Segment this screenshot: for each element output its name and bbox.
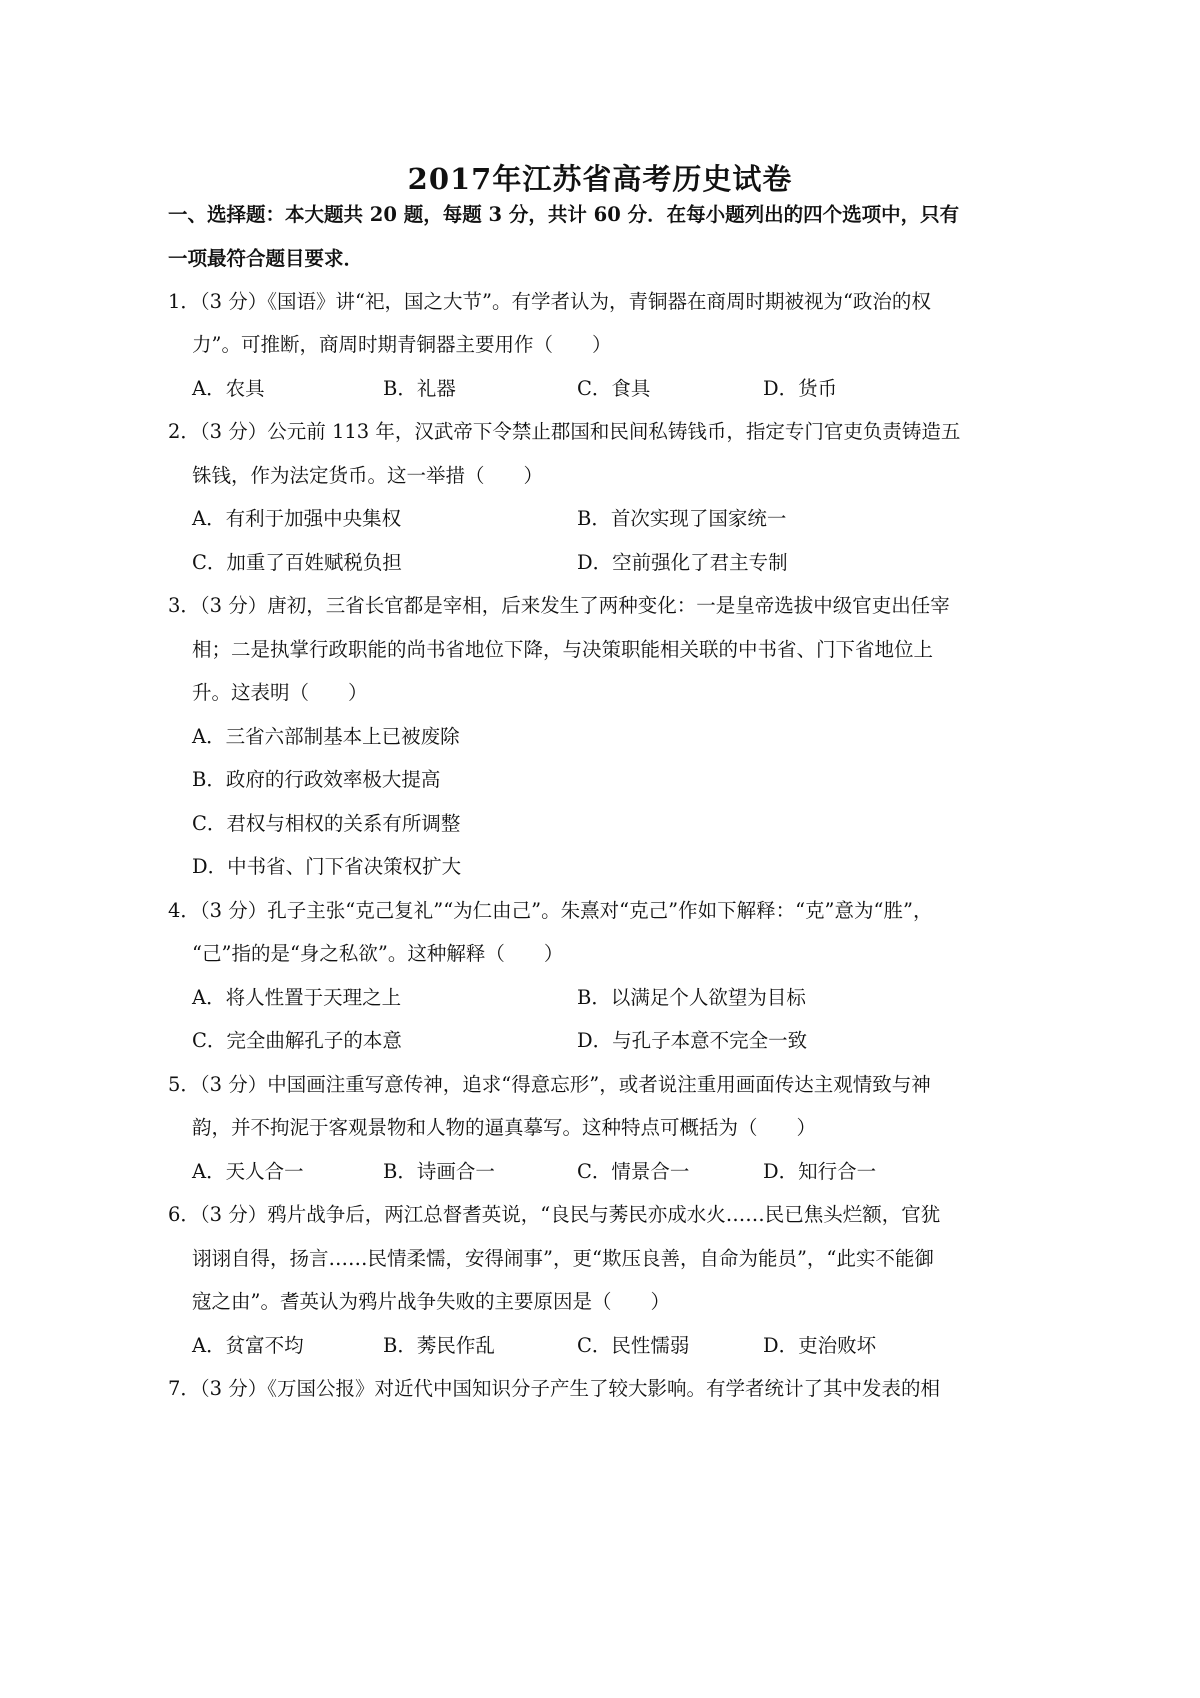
question-6-line-3: 寇之由”。耆英认为鸦片战争失败的主要原因是（ ）	[192, 1290, 670, 1313]
question-5-option-d: D．知行合一	[763, 1160, 877, 1183]
question-4-option-a: A．将人性置于天理之上	[192, 986, 402, 1009]
question-3-line-1: 3．（3 分）唐初，三省长官都是宰相，后来发生了两种变化：一是皇帝选拔中级官吏出任宰	[168, 594, 950, 617]
question-5-line-2: 韵，并不拘泥于客观景物和人物的逼真摹写。这种特点可概括为（ ）	[192, 1116, 817, 1139]
question-5-line-1: 5．（3 分）中国画注重写意传神，追求“得意忘形”，或者说注重用画面传达主观情致与神	[168, 1073, 931, 1096]
page-title: 2017年江苏省高考历史试卷	[407, 162, 793, 196]
question-7-line-1: 7．（3 分）《万国公报》对近代中国知识分子产生了较大影响。有学者统计了其中发表的相	[168, 1377, 941, 1400]
section-heading-line-2: 一项最符合题目要求．	[168, 247, 364, 270]
question-5-option-b: B．诗画合一	[383, 1160, 495, 1183]
question-3-option-d: D．中书省、门下省决策权扩大	[192, 855, 462, 878]
question-4-option-d: D．与孔子本意不完全一致	[577, 1029, 808, 1052]
question-2-option-c: C．加重了百姓赋税负担	[192, 551, 402, 574]
question-1-option-c: C．食具	[577, 377, 651, 400]
question-6-option-c: C．民性懦弱	[577, 1334, 690, 1357]
question-6-option-b: B．莠民作乱	[383, 1334, 495, 1357]
question-1-option-a: A．农具	[192, 377, 265, 400]
question-1-line-1: 1．（3 分）《国语》讲“祀，国之大节”。有学者认为，青铜器在商周时期被视为“政治的权	[168, 290, 931, 313]
question-2-option-b: B．首次实现了国家统一	[577, 507, 787, 530]
question-6-option-d: D．吏治败坏	[763, 1334, 877, 1357]
question-4-line-1: 4．（3 分）孔子主张“克己复礼”“为仁由己”。朱熹对“克己”作如下解释：“克”意为“胜”，	[168, 899, 933, 922]
question-2-line-2: 铢钱，作为法定货币。这一举措（ ）	[192, 464, 544, 487]
question-4-line-2: “己”指的是“身之私欲”。这种解释（ ）	[192, 942, 564, 965]
question-3-option-c: C．君权与相权的关系有所调整	[192, 812, 461, 835]
question-1-option-d: D．货币	[763, 377, 838, 400]
question-3-option-b: B．政府的行政效率极大提高	[192, 768, 441, 791]
question-5-option-c: C．情景合一	[577, 1160, 690, 1183]
question-3-line-3: 升。这表明（ ）	[192, 681, 368, 704]
question-2-option-d: D．空前强化了君主专制	[577, 551, 788, 574]
question-3-option-a: A．三省六部制基本上已被废除	[192, 725, 460, 748]
question-2-line-1: 2．（3 分）公元前 113 年，汉武帝下令禁止郡国和民间私铸钱币，指定专门官吏负责铸造五	[168, 420, 961, 443]
question-6-option-a: A．贫富不均	[192, 1334, 304, 1357]
question-4-option-b: B．以满足个人欲望为目标	[577, 986, 806, 1009]
question-4-option-c: C．完全曲解孔子的本意	[192, 1029, 402, 1052]
section-heading-line-1: 一、选择题：本大题共 20 题，每题 3 分，共计 60 分．在每小题列出的四个选项中，只有	[168, 203, 960, 226]
question-2-option-a: A．有利于加强中央集权	[192, 507, 402, 530]
question-3-line-2: 相；二是执掌行政职能的尚书省地位下降，与决策职能相关联的中书省、门下省地位上	[192, 638, 934, 661]
question-1-option-b: B．礼器	[383, 377, 456, 400]
question-5-option-a: A．天人合一	[192, 1160, 304, 1183]
question-6-line-1: 6．（3 分）鸦片战争后，两江总督耆英说，“良民与莠民亦成水火……民已焦头烂额，官犹	[168, 1203, 941, 1226]
question-6-line-2: 诩诩自得，扬言……民情柔懦，安得闹事”，更“欺压良善，自命为能员”，“此实不能御	[192, 1247, 934, 1270]
question-1-line-2: 力”。可推断，商周时期青铜器主要用作（ ）	[192, 333, 612, 356]
